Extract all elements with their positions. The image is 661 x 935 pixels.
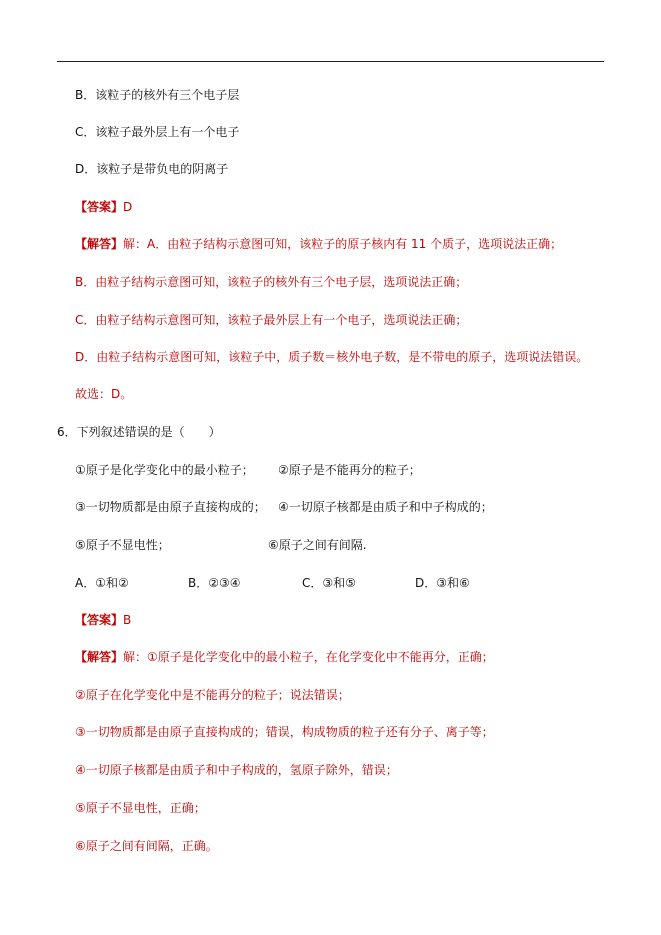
- prev-explanation-line-1: [75, 236, 562, 252]
- explanation-6-line-3: ③一切物质都是由原子直接构成的；错误，构成物质的粒子还有分子、离子等；: [75, 725, 494, 739]
- answer-label: 【答案】: [75, 200, 124, 214]
- option-c: C．③和⑤: [302, 576, 356, 590]
- option-d: D．③和⑥: [415, 576, 470, 590]
- explanation-label: 【解答】: [75, 650, 124, 664]
- header-rule: [57, 61, 604, 62]
- explanation-text: 解：A．由粒子结构示意图可知，该粒子的原子核内有 11 个质子，选项说法正确；: [123, 237, 563, 251]
- prev-explanation-line-2: B．由粒子结构示意图可知，该粒子的核外有三个电子层，选项说法正确；: [75, 275, 468, 289]
- explanation-label: 【解答】: [75, 237, 124, 251]
- statement-1: ①原子是化学变化中的最小粒子；: [75, 463, 254, 477]
- prev-option-b: B．该粒子的核外有三个电子层: [75, 88, 240, 102]
- prev-explanation-line-4: D．由粒子结构示意图可知，该粒子中，质子数＝核外电子数，是不带电的原子，选项说法错误。: [75, 350, 589, 364]
- explanation-6-line-2: ②原子在化学变化中是不能再分的粒子；说法错误；: [75, 688, 350, 702]
- prev-option-c: C．该粒子最外层上有一个电子: [75, 125, 240, 139]
- prev-explanation-conclusion: 故选：D。: [75, 387, 133, 401]
- answer-6: [75, 612, 131, 628]
- option-a: A．①和②: [75, 576, 129, 590]
- explanation-text: 解：①原子是化学变化中的最小粒子，在化学变化中不能再分，正确；: [123, 650, 494, 664]
- statement-5: ⑤原子不显电性；: [75, 538, 170, 552]
- statement-4: ④一切原子核都是由质子和中子构成的；: [278, 500, 493, 514]
- option-b: B．②③④: [188, 576, 241, 590]
- prev-explanation-line-3: C．由粒子结构示意图可知，该粒子最外层上有一个电子，选项说法正确；: [75, 313, 468, 327]
- explanation-6-line-4: ④一切原子核都是由质子和中子构成的，氢原子除外，错误；: [75, 763, 398, 777]
- question-6-stem: 6．下列叙述错误的是（ ）: [57, 425, 221, 439]
- explanation-6-line-5: ⑤原子不显电性，正确；: [75, 801, 206, 815]
- answer-value: D: [123, 200, 133, 214]
- explanation-6-line-1: [75, 649, 494, 665]
- statement-6: ⑥原子之间有间隔.: [268, 538, 367, 552]
- prev-option-d: D．该粒子是带负电的阴离子: [75, 162, 229, 176]
- answer-label: 【答案】: [75, 613, 124, 627]
- answer-value: B: [123, 613, 132, 627]
- statement-2: ②原子是不能再分的粒子；: [278, 463, 421, 477]
- explanation-6-line-6: ⑥原子之间有间隔，正确。: [75, 839, 218, 853]
- statement-3: ③一切物质都是由原子直接构成的；: [75, 500, 266, 514]
- prev-answer: [75, 199, 132, 215]
